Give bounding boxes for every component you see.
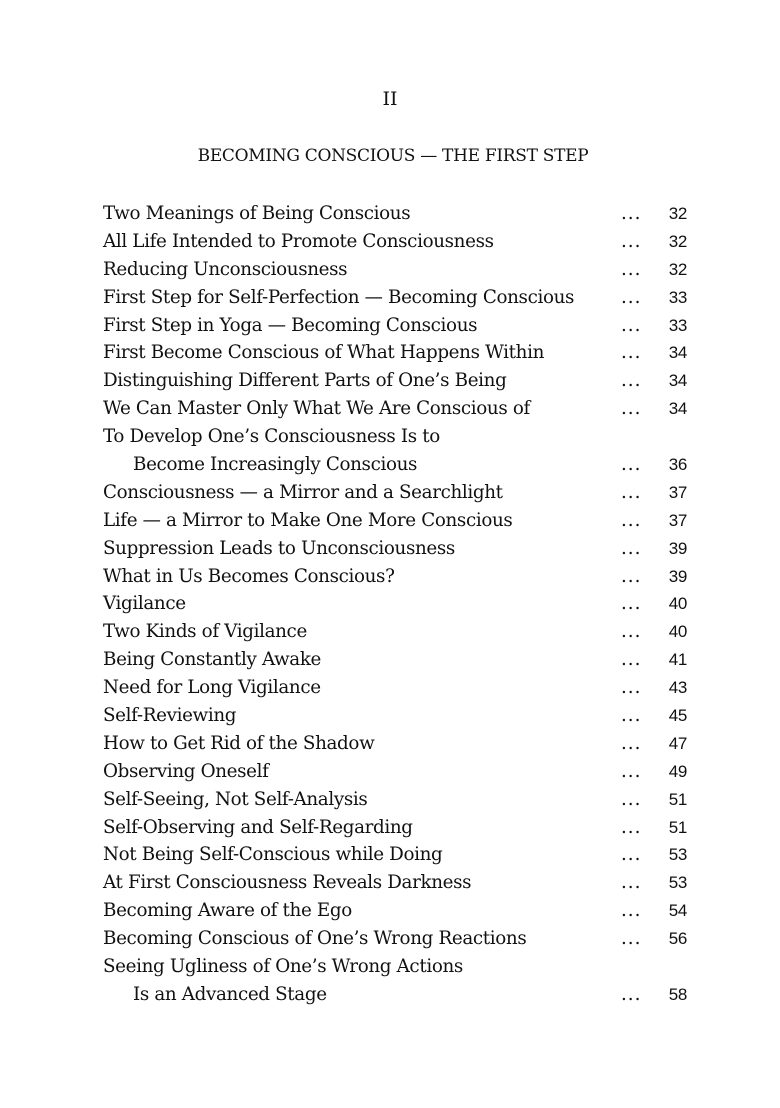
toc-entry-title: Is an Advanced Stage xyxy=(133,983,327,1005)
toc-entry xyxy=(103,730,693,758)
chapter-title: BECOMING CONSCIOUS — THE FIRST STEP xyxy=(197,146,589,166)
toc-entry xyxy=(103,200,693,228)
toc-entry-title: Vigilance xyxy=(103,593,186,615)
page-number: 34 xyxy=(668,399,687,419)
page-number: 34 xyxy=(668,371,687,391)
page-number: 37 xyxy=(668,482,687,502)
page-number: 34 xyxy=(668,343,687,363)
toc-entry-title: Need for Long Vigilance xyxy=(103,677,321,699)
toc-entry xyxy=(103,897,693,925)
toc-entry-title: We Can Master Only What We Are Conscious of xyxy=(103,398,530,420)
toc-entry-title: Self-Observing and Self-Regarding xyxy=(103,816,413,838)
toc-entry-title: Become Increasingly Conscious xyxy=(133,454,418,476)
toc-entry xyxy=(103,256,693,284)
toc-entry xyxy=(103,312,693,340)
toc-entry xyxy=(103,479,693,507)
page-number: 40 xyxy=(668,594,687,614)
page-number: 49 xyxy=(668,761,687,781)
toc-entry xyxy=(103,535,693,563)
dot-leader: ... xyxy=(621,203,642,224)
toc-entry-title: What in Us Becomes Conscious? xyxy=(103,565,395,587)
toc-entry-title: Observing Oneself xyxy=(103,760,269,782)
page-number: 39 xyxy=(668,566,687,586)
dot-leader: ... xyxy=(621,928,642,950)
toc-entry xyxy=(103,451,693,479)
dot-leader: ... xyxy=(621,286,642,308)
toc-entry-title: Becoming Conscious of One’s Wrong Reactions xyxy=(103,928,527,950)
page-number: 54 xyxy=(668,901,687,921)
toc-entry xyxy=(103,284,693,312)
toc-entry-title: Distinguishing Different Parts of One’s Being xyxy=(103,370,507,392)
toc-entry xyxy=(103,646,693,674)
toc-entry-title: Self-Reviewing xyxy=(103,705,237,727)
toc-entry-title: Not Being Self-Conscious while Doing xyxy=(103,844,443,866)
page-number: 51 xyxy=(668,789,687,809)
toc-entry-title: Life — a Mirror to Make One More Conscious xyxy=(103,509,513,531)
page-number: 37 xyxy=(668,510,687,530)
toc-entry-title: Self-Seeing, Not Self-Analysis xyxy=(103,788,368,810)
toc-entry-title: How to Get Rid of the Shadow xyxy=(103,732,375,754)
toc-entry-title: First Become Conscious of What Happens Within xyxy=(103,342,545,364)
toc-entry-title: To Develop One’s Consciousness Is to xyxy=(103,426,440,448)
toc-entry xyxy=(103,814,693,842)
page-number: 40 xyxy=(668,622,687,642)
toc-entry-title: Becoming Aware of the Ego xyxy=(103,900,352,922)
toc-entry xyxy=(103,395,693,423)
toc-entry xyxy=(103,869,693,897)
toc-entry-title: All Life Intended to Promote Consciousness xyxy=(103,230,494,252)
page-number: 53 xyxy=(668,845,687,865)
toc-entry xyxy=(103,758,693,786)
dot-leader: ... xyxy=(621,481,642,503)
page-number: 56 xyxy=(668,929,687,949)
page-number: 58 xyxy=(668,984,687,1004)
toc-entry xyxy=(103,953,693,981)
dot-leader: ... xyxy=(621,537,642,559)
dot-leader: ... xyxy=(621,314,642,336)
part-number: II xyxy=(382,88,398,110)
toc-entry xyxy=(103,674,693,702)
toc-entry-title: At First Consciousness Reveals Darkness xyxy=(103,872,472,894)
toc-entry xyxy=(103,507,693,535)
table-of-contents xyxy=(103,200,693,1009)
toc-entry-title: Consciousness — a Mirror and a Searchlight xyxy=(103,481,503,503)
page-number: 33 xyxy=(668,287,687,307)
dot-leader: ... xyxy=(621,872,642,894)
dot-leader: ... xyxy=(621,844,642,866)
toc-entry xyxy=(103,590,693,618)
toc-entry xyxy=(103,841,693,869)
dot-leader: ... xyxy=(621,509,642,531)
page-number: 33 xyxy=(668,315,687,335)
toc-entry-title: Seeing Ugliness of One’s Wrong Actions xyxy=(103,956,463,978)
page-number: 43 xyxy=(668,678,687,698)
toc-entry-title: Reducing Unconsciousness xyxy=(103,258,348,280)
dot-leader: ... xyxy=(621,230,642,252)
dot-leader: ... xyxy=(621,593,642,615)
dot-leader: ... xyxy=(621,454,642,476)
toc-entry xyxy=(103,423,693,451)
dot-leader: ... xyxy=(621,983,642,1005)
page-number: 32 xyxy=(668,259,687,279)
toc-entry xyxy=(103,367,693,395)
toc-entry-title: First Step for Self-Perfection — Becoming Conscious xyxy=(103,286,575,308)
dot-leader: ... xyxy=(621,788,642,810)
dot-leader: ... xyxy=(621,565,642,587)
dot-leader: ... xyxy=(621,760,642,782)
toc-entry-title: Two Kinds of Vigilance xyxy=(103,621,307,643)
page-number: 36 xyxy=(668,455,687,475)
toc-entry-title: Being Constantly Awake xyxy=(103,649,322,671)
page-number: 41 xyxy=(668,650,687,670)
dot-leader: ... xyxy=(621,705,642,727)
dot-leader: ... xyxy=(621,732,642,754)
page-number: 53 xyxy=(668,873,687,893)
dot-leader: ... xyxy=(621,816,642,838)
dot-leader: ... xyxy=(621,677,642,699)
dot-leader: ... xyxy=(621,900,642,922)
page-number: 45 xyxy=(668,706,687,726)
page-number: 32 xyxy=(668,204,687,223)
page-number: 47 xyxy=(668,733,687,753)
toc-entry xyxy=(103,786,693,814)
toc-entry-title: Two Meanings of Being Conscious xyxy=(103,203,411,224)
dot-leader: ... xyxy=(621,342,642,364)
toc-entry-title: First Step in Yoga — Becoming Conscious xyxy=(103,314,478,336)
toc-entry xyxy=(103,618,693,646)
toc-entry-title: Suppression Leads to Unconsciousness xyxy=(103,537,455,559)
toc-entry xyxy=(103,339,693,367)
toc-entry xyxy=(103,563,693,591)
dot-leader: ... xyxy=(621,258,642,280)
toc-entry xyxy=(103,228,693,256)
page-number: 39 xyxy=(668,538,687,558)
dot-leader: ... xyxy=(621,621,642,643)
page-number: 32 xyxy=(668,231,687,251)
toc-entry xyxy=(103,702,693,730)
dot-leader: ... xyxy=(621,398,642,420)
dot-leader: ... xyxy=(621,649,642,671)
toc-entry xyxy=(103,925,693,953)
toc-entry xyxy=(103,981,693,1009)
page-number: 51 xyxy=(668,817,687,837)
dot-leader: ... xyxy=(621,370,642,392)
